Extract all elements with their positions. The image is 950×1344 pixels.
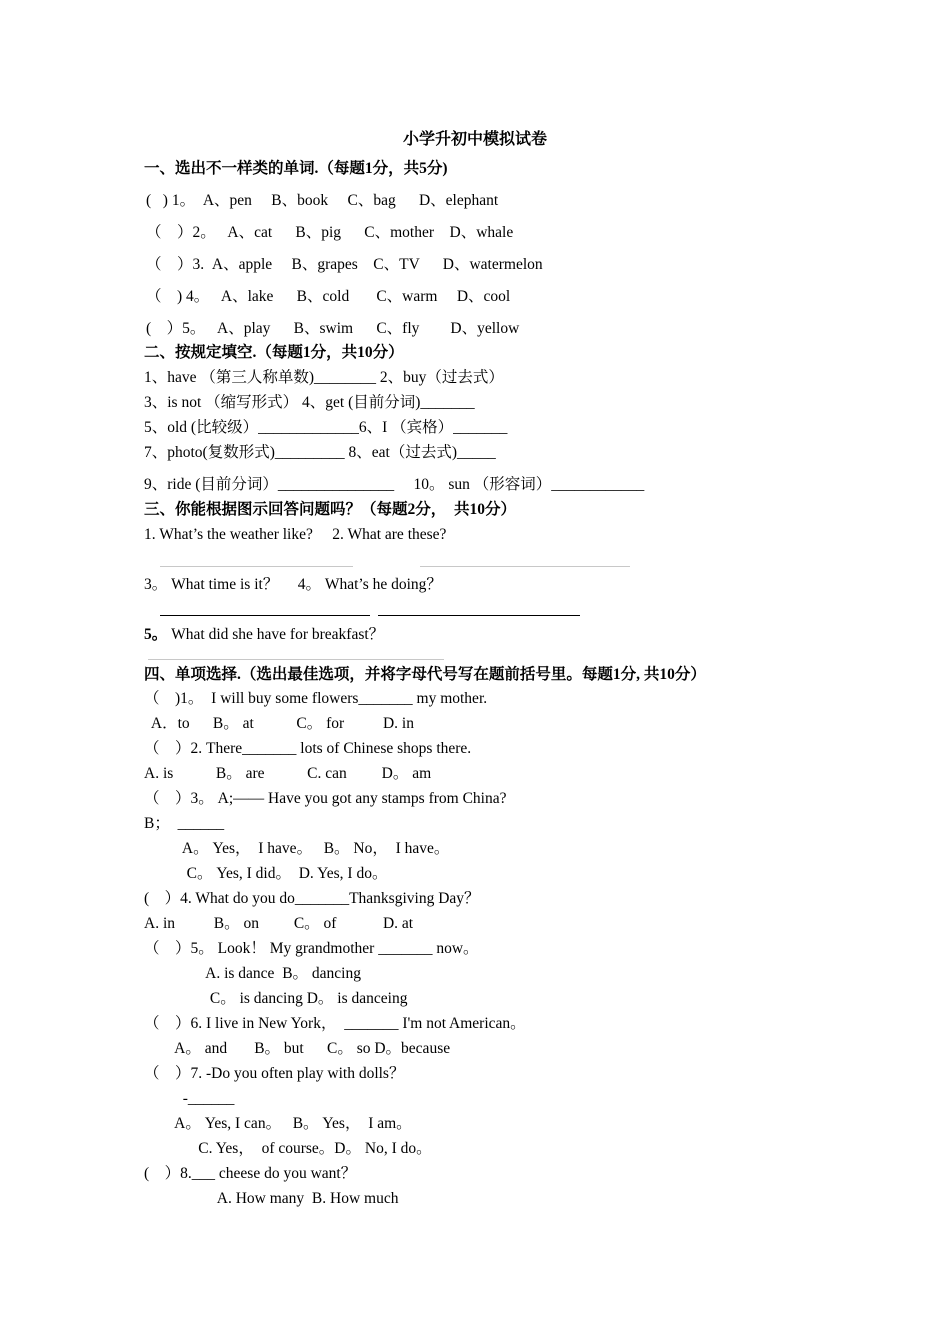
s4-line4: A. is B。 are C. can D。 am	[144, 765, 432, 782]
section1-q3: （ ）3. A、apple B、grapes C、TV D、watermelon	[146, 256, 543, 273]
page-title: 小学升初中模拟试卷	[402, 131, 547, 148]
s4-line12: A. is dance B。 dancing	[144, 965, 361, 982]
s4-line13: C。 is dancing D。 is danceing	[144, 990, 408, 1007]
section2-heading: 二、按规定填空.（每题1分，共10分）	[144, 344, 404, 361]
s4-line8: C。 Yes, I did。 D. Yes, I do。	[144, 865, 388, 882]
section3-q3-q4: 3。 What time is it？ 4。 What’s he doing？	[144, 576, 442, 593]
answer-line-2	[420, 566, 630, 567]
s4-line14: （ ）6. I live in New York， _______ I'm not American。	[144, 1015, 526, 1032]
section2-line5: 9、ride (目前分词）_______________ 10。 sun （形容词）____________	[144, 476, 645, 493]
s4-line15: A。 and B。 but C。 so D。because	[144, 1040, 451, 1057]
section3-q1-q2: 1. What’s the weather like? 2. What are these?	[144, 526, 447, 543]
section3-q5-number: 5。	[144, 626, 168, 643]
s4-line17: -______	[144, 1090, 235, 1107]
s4-line9: ( ）4. What do you do_______Thanksgiving Day？	[144, 890, 480, 907]
s4-line6: B； ______	[144, 815, 225, 832]
section3-heading: 三、你能根据图示回答问题吗？（每题2分， 共10分）	[144, 501, 517, 518]
s4-line1: （ )1。 I will buy some flowers_______ my mother.	[144, 690, 488, 707]
section1-q1: ( ) 1。 A、pen B、book C、bag D、elephant	[146, 192, 499, 209]
s4-line3: （ ）2. There_______ lots of Chinese shops there.	[144, 740, 472, 757]
s4-line18: A。 Yes, I can。 B。 Yes， I am。	[144, 1115, 412, 1132]
answer-line-4	[378, 615, 580, 616]
s4-line11: （ ）5。 Look！ My grandmother _______ now。	[144, 940, 479, 957]
answer-line-1	[160, 566, 353, 567]
answer-line-3	[160, 615, 370, 616]
s4-line19: C. Yes， of course。D。 No, I do。	[144, 1140, 432, 1157]
section2-line2: 3、is not （缩写形式） 4、get (目前分词)_______	[144, 394, 475, 411]
s4-line2: A．to B。 at C。 for D. in	[144, 715, 414, 732]
s4-line16: （ ）7. -Do you often play with dolls？	[144, 1065, 405, 1082]
section1-q2: （ ）2。 A、cat B、pig C、mother D、whale	[146, 224, 514, 241]
section3-q5	[144, 625, 384, 645]
s4-line7: A。 Yes， I have。 B。 No， I have。	[144, 840, 450, 857]
answer-line-5	[148, 659, 444, 660]
section2-line4: 7、photo(复数形式)_________ 8、eat（过去式)_____	[144, 444, 496, 461]
section3-q5-text: What did she have for breakfast？	[167, 626, 385, 643]
section1-heading: 一、选出不一样类的单词.（每题1分，共5分)	[144, 160, 448, 177]
section1-q5: ( ）5。 A、play B、swim C、fly D、yellow	[146, 320, 520, 337]
section4-heading: 四、单项选择.（选出最佳选项，并将字母代号写在题前括号里。每题1分, 共10分）	[144, 666, 706, 683]
s4-line10: A. in B。 on C。 of D. at	[144, 915, 414, 932]
s4-line5: （ ）3。 A;—— Have you got any stamps from China?	[144, 790, 507, 807]
s4-line20: ( ）8.___ cheese do you want？	[144, 1165, 357, 1182]
section2-line3: 5、old (比较级）_____________6、I （宾格）_______	[144, 419, 508, 436]
s4-line21: A. How many B. How much	[144, 1190, 399, 1207]
section2-line1: 1、have （第三人称单数)________ 2、buy（过去式）	[144, 369, 504, 386]
section1-q4: （ ) 4。 A、lake B、cold C、warm D、cool	[146, 288, 511, 305]
